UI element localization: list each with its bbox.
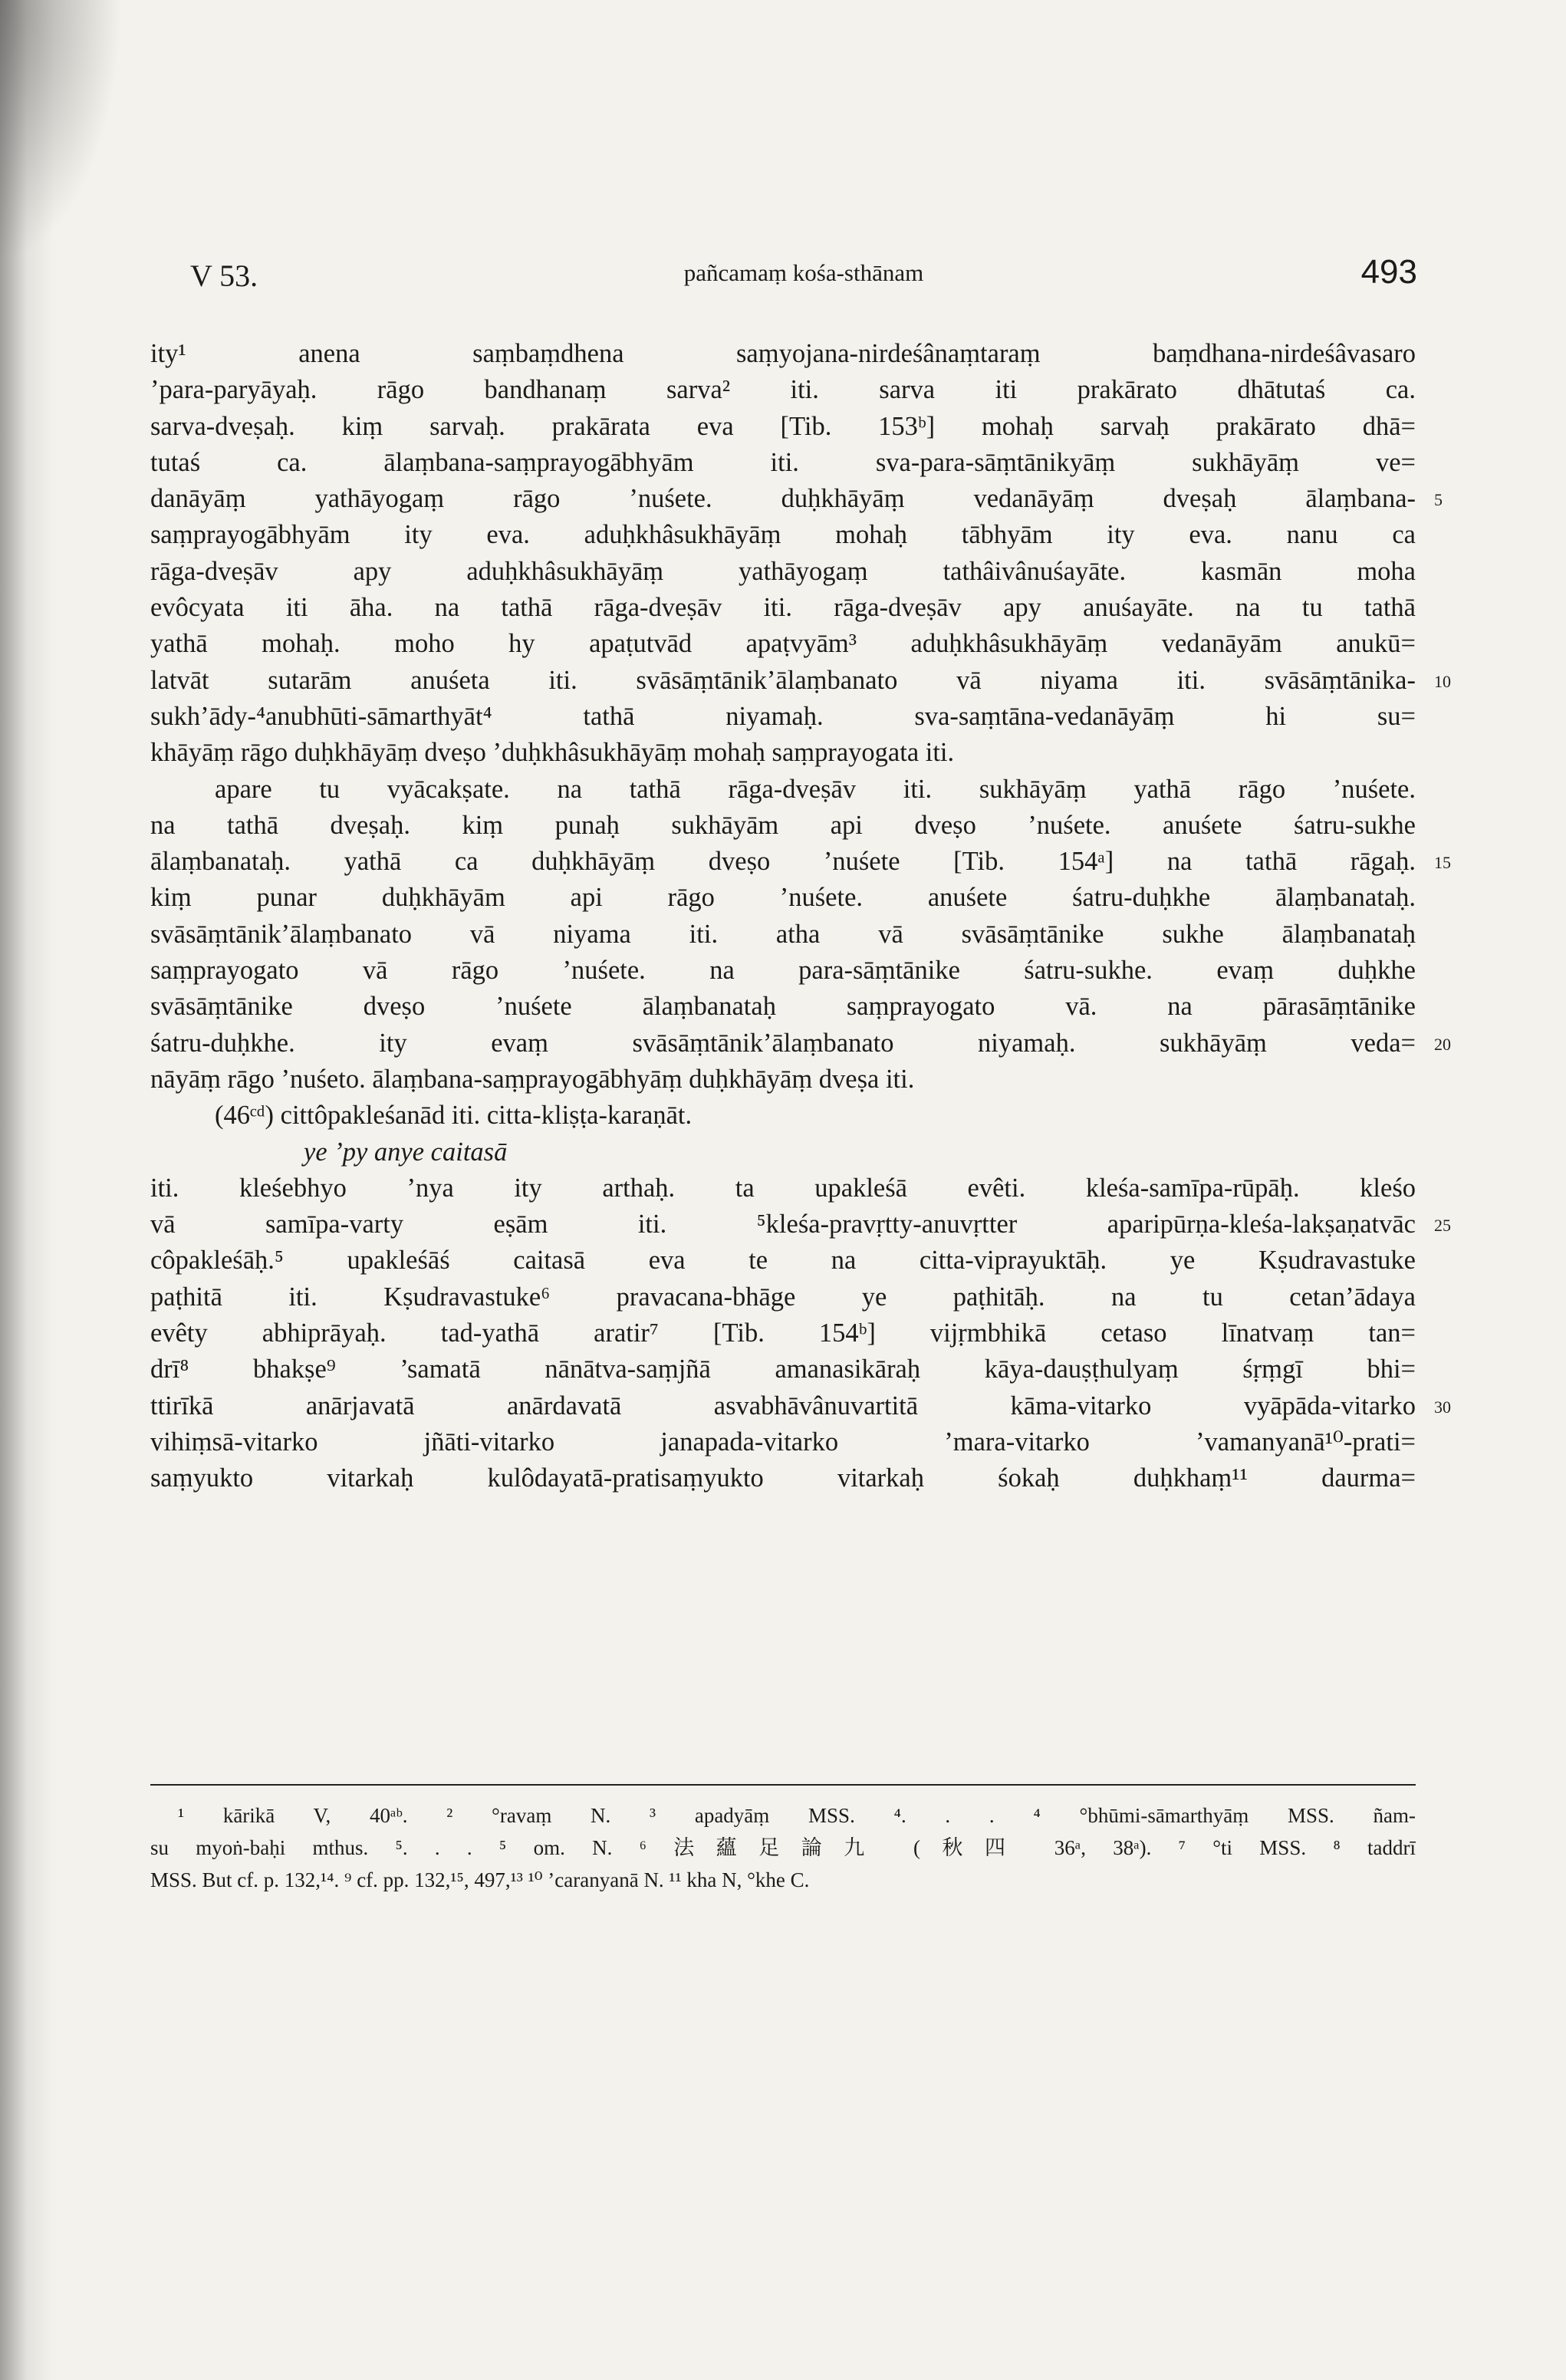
chapter-title: pañcamaṃ kośa-sthānam <box>683 259 924 286</box>
text-line-17: svāsāṃtānik’ālaṃbanato vā niyama iti. atha vā svāsāṃtānike sukhe ālaṃbanataḥ <box>150 919 1416 949</box>
text-line-11: sukh’ādy-⁴anubhūti-sāmarthyāt⁴ tathā niyamaḥ. sva-saṃtāna-vedanāyāṃ hi su= <box>150 701 1416 731</box>
text-line-31: vihiṃsā-vitarko jñāti-vitarko janapada-vitarko ’mara-vitarko ’vamanyanā¹⁰-prati= <box>150 1427 1416 1457</box>
line-number: 10 <box>1434 671 1451 691</box>
text-line-14: na tathā dveṣaḥ. kiṃ punaḥ sukhāyām api dveṣo ’nuśete. anuśete śatru-sukhe <box>150 810 1416 840</box>
text-line-4: tutaś ca. ālaṃbana-saṃprayogābhyām iti. sva-para-sāṃtānikyāṃ sukhāyāṃ ve= <box>150 447 1416 477</box>
page-number: 493 <box>1360 253 1417 291</box>
text-line-28: evêty abhiprāyaḥ. tad-yathā aratir⁷ [Tib. 154ᵇ] vijṛmbhikā cetaso līnatvaṃ tan= <box>150 1318 1416 1348</box>
line-number: 30 <box>1434 1397 1451 1417</box>
main-text <box>150 336 1416 1497</box>
text-line-25: vā samīpa-varty eṣām iti. ⁵kleśa-pravṛtty-anuvṛtter aparipūrṇa-kleśa-lakṣaṇatvāc <box>150 1210 1416 1239</box>
text-line-9: yathā mohaḥ. moho hy apaṭutvād apaṭvyām³ aduḥkhâsukhāyāṃ vedanāyām anukū= <box>150 629 1416 659</box>
text-line-8: evôcyata iti āha. na tathā rāga-dveṣāv iti. rāga-dveṣāv apy anuśayāte. na tu tathā <box>150 593 1416 623</box>
text-line-6: saṃprayogābhyām ity eva. aduḥkhâsukhāyāṃ mohaḥ tābhyām ity eva. nanu ca <box>150 520 1416 550</box>
text-line-22: (46ᶜᵈ) cittôpakleśanād iti. citta-kliṣṭa-karaṇāt. <box>215 1101 693 1131</box>
text-line-32: saṃyukto vitarkaḥ kulôdayatā-pratisaṃyukto vitarkaḥ śokaḥ duḥkhaṃ¹¹ daurma= <box>150 1463 1416 1493</box>
running-head <box>190 253 1417 299</box>
footnote-line-1: ¹ kārikā V, 40ᵃᵇ. ² °ravaṃ N. ³ apadyāṃ MSS. ⁴. . . ⁴ °bhūmi-sāmarthyāṃ MSS. ñam- <box>178 1804 1416 1827</box>
footnote-line-3: MSS. But cf. p. 132,¹⁴. ⁹ cf. pp. 132,¹⁵, 497,¹³ ¹⁰ ’caranyanā N. ¹¹ kha N, °khe C. <box>150 1868 810 1891</box>
text-line-26: côpakleśāḥ.⁵ upakleśāś caitasā eva te na citta-viprayuktāḥ. ye Kṣudravastuke <box>150 1246 1416 1276</box>
section-label: V 53. <box>190 258 258 293</box>
text-line-18: saṃprayogato vā rāgo ’nuśete. na para-sāṃtānike śatru-sukhe. evaṃ duḥkhe <box>150 956 1416 986</box>
text-line-1: ity¹ anena saṃbaṃdhena saṃyojana-nirdeśânaṃtaraṃ baṃdhana-nirdeśâvasaro <box>150 339 1416 368</box>
text-line-30: ttirīkā anārjavatā anārdavatā asvabhāvânuvartitā kāma-vitarko vyāpāda-vitarko <box>150 1391 1416 1420</box>
scan-edge-shadow <box>0 0 54 2380</box>
text-line-13: apare tu vyācakṣate. na tathā rāga-dveṣāv iti. sukhāyāṃ yathā rāgo ’nuśete. <box>215 774 1416 804</box>
text-line-5: danāyāṃ yathāyogaṃ rāgo ’nuśete. duḥkhāyāṃ vedanāyāṃ dveṣaḥ ālaṃbana- <box>150 484 1416 514</box>
text-line-27: paṭhitā iti. Kṣudravastuke⁶ pravacana-bhāge ye paṭhitāḥ. na tu cetan’ādaya <box>150 1282 1416 1312</box>
text-line-15: ālaṃbanataḥ. yathā ca duḥkhāyāṃ dveṣo ’nuśete [Tib. 154ᵃ] na tathā rāgaḥ. <box>150 847 1416 877</box>
text-line-20: śatru-duḥkhe. ity evaṃ svāsāṃtānik’ālaṃbanato niyamaḥ. sukhāyāṃ veda= <box>150 1028 1416 1058</box>
text-line-12: khāyāṃ rāgo duḥkhāyāṃ dveṣo ’duḥkhâsukhāyāṃ mohaḥ saṃprayogata iti. <box>150 738 955 768</box>
footnote-line-2: su myoṅ-baḥi mthus. ⁵. . . ⁵ om. N. ⁶ 法蘊足論九 (秋四 36ᵃ, 38ᵃ). ⁷ °ti MSS. ⁸ taddrī <box>150 1836 1416 1859</box>
line-number: 25 <box>1434 1216 1451 1236</box>
line-number: 20 <box>1434 1034 1451 1054</box>
line-number: 15 <box>1434 853 1451 873</box>
footnote-rule <box>150 1784 1416 1786</box>
text-line-16: kiṃ punar duḥkhāyām api rāgo ’nuśete. anuśete śatru-duḥkhe ālaṃbanataḥ. <box>150 883 1416 913</box>
text-line-24: iti. kleśebhyo ’nya ity arthaḥ. ta upakleśā evêti. kleśa-samīpa-rūpāḥ. kleśo <box>150 1173 1416 1203</box>
text-line-21: nāyāṃ rāgo ’nuśeto. ālaṃbana-saṃprayogābhyāṃ duḥkhāyāṃ dveṣa iti. <box>150 1064 915 1094</box>
scan-corner-shadow <box>0 0 123 261</box>
text-line-10: latvāt sutarām anuśeta iti. svāsāṃtānik’ālaṃbanato vā niyama iti. svāsāṃtānika- <box>150 665 1416 695</box>
text-line-29: drī⁸ bhakṣe⁹ ’samatā nānātva-saṃjñā amanasikāraḥ kāya-dauṣṭhulyaṃ śṛṃgī bhi= <box>150 1355 1416 1384</box>
text-line-2: ’para-paryāyaḥ. rāgo bandhanaṃ sarva² iti. sarva iti prakārato dhātutaś ca. <box>150 375 1416 405</box>
text-line-3: sarva-dveṣaḥ. kiṃ sarvaḥ. prakārata eva [Tib. 153ᵇ] mohaḥ sarvaḥ prakārato dhā= <box>150 411 1416 441</box>
text-line-19: svāsāṃtānike dveṣo ’nuśete ālaṃbanataḥ saṃprayogato vā. na pārasāṃtānike <box>150 992 1416 1022</box>
footnotes <box>150 1799 1416 1896</box>
verse-line: ye ’py anye caitasā <box>304 1137 508 1167</box>
text-line-7: rāga-dveṣāv apy aduḥkhâsukhāyāṃ yathāyogaṃ tathâivânuśayāte. kasmān moha <box>150 556 1416 586</box>
line-number: 5 <box>1434 490 1443 510</box>
